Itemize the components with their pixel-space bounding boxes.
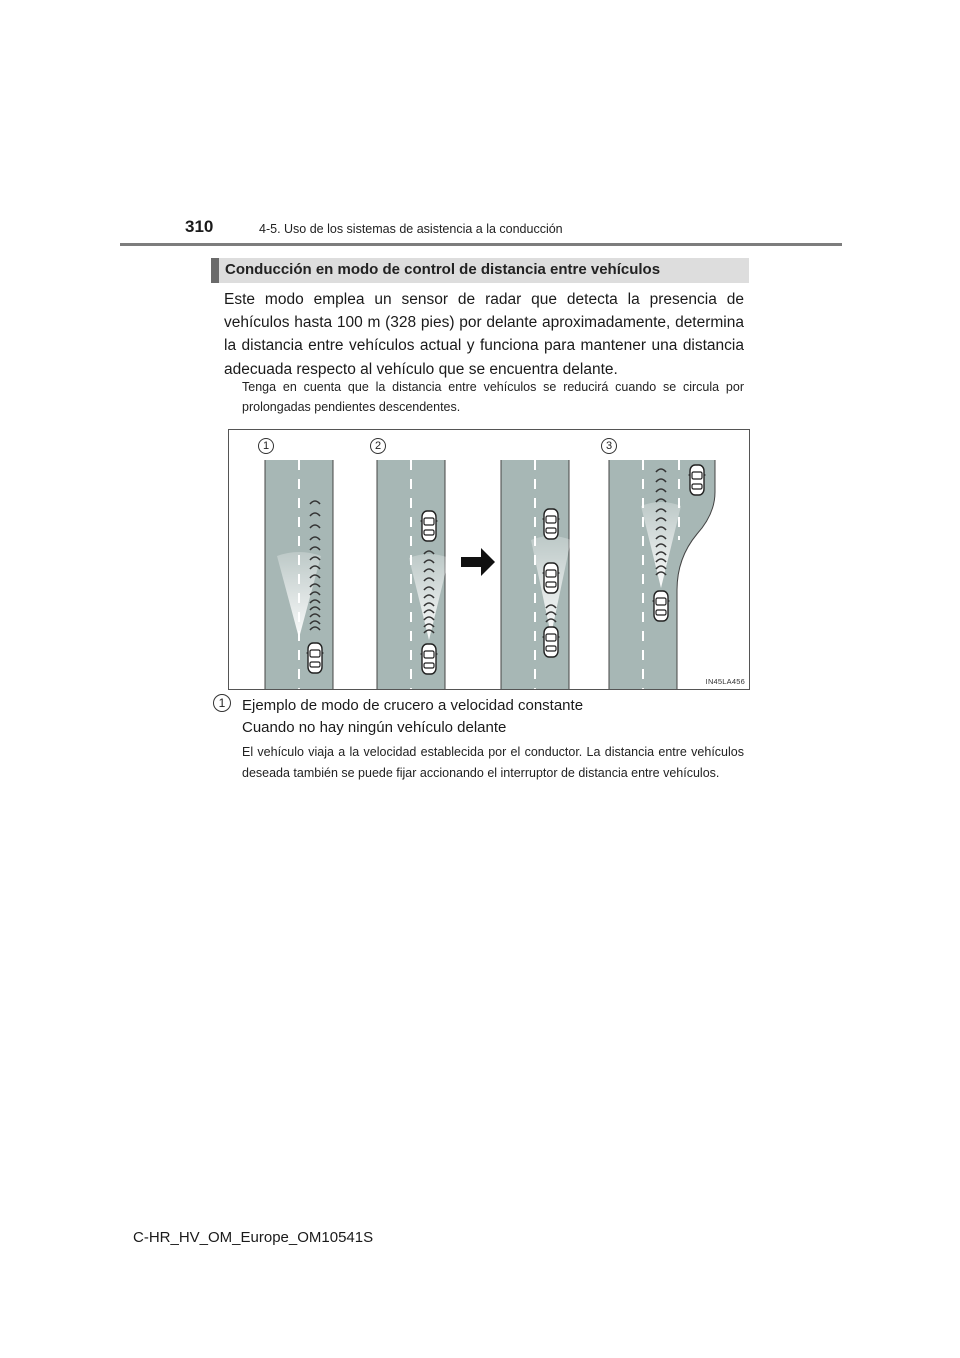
figure-code: IN45LA456 <box>705 677 745 686</box>
scene-2b <box>501 460 571 689</box>
radar-cruise-figure <box>228 429 750 690</box>
intro-paragraph: Este modo emplea un sensor de radar que detecta la presencia de vehículos hasta 100 m (328 pies) por delante aproximadamente, determina la distancia entre vehículos actual y funciona para mantener una distancia adecuada respecto al vehículo que se encuentra delante. <box>224 291 744 378</box>
road-illustration <box>229 430 749 689</box>
scene-3 <box>609 460 715 689</box>
item-title-line1: Ejemplo de modo de crucero a velocidad constante <box>242 697 584 714</box>
footer-doc-code: C-HR_HV_OM_Europe_OM10541S <box>133 1229 374 1246</box>
arrow-icon <box>461 548 495 576</box>
item-number-badge: 1 <box>213 694 231 712</box>
section-title-bar <box>211 258 749 283</box>
header-divider <box>120 243 842 246</box>
section-title: Conducción en modo de control de distancia entre vehículos <box>225 261 661 278</box>
section-header: 4-5. Uso de los sistemas de asistencia a la conducción <box>259 222 563 236</box>
scene-2 <box>377 460 449 689</box>
figure-label-2: 2 <box>370 438 386 454</box>
item-description: El vehículo viaja a la velocidad establecida por el conductor. La distancia entre vehículos deseada también se puede fijar accionando el interruptor de distancia entre vehículos. <box>242 745 744 780</box>
note-paragraph: Tenga en cuenta que la distancia entre vehículos se reducirá cuando se circula por prolongadas pendientes descendentes. <box>242 380 744 414</box>
item-title-line2: Cuando no hay ningún vehículo delante <box>242 719 507 736</box>
figure-label-3: 3 <box>601 438 617 454</box>
item-title <box>242 695 583 739</box>
scene-1 <box>265 460 333 689</box>
figure-label-1: 1 <box>258 438 274 454</box>
page-number: 310 <box>185 217 214 236</box>
